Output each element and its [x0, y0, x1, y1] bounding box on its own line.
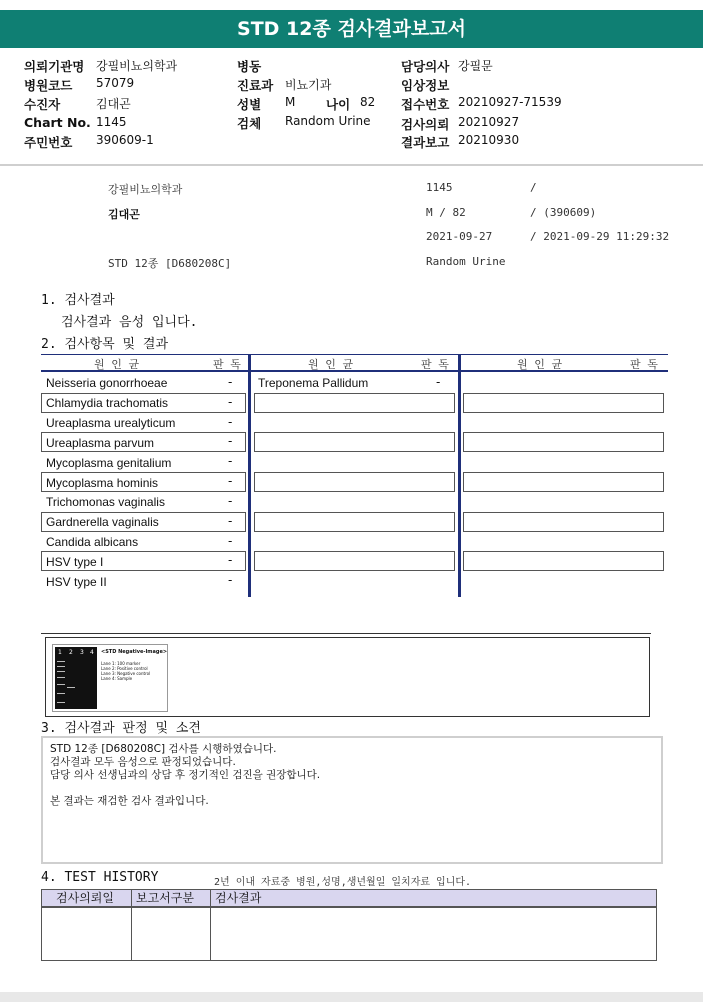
findings-line	[50, 782, 654, 795]
lane-label: 4	[90, 649, 94, 656]
history-col-result: 검사결과	[210, 889, 657, 907]
clinical-label: 임상정보	[401, 78, 450, 93]
pathogen-name: Trichomonas vaginalis	[46, 495, 165, 509]
gel-band	[57, 671, 65, 672]
findings-line: 담당 의사 선생님과의 상담 후 정기적인 검진을 권장합니다.	[50, 769, 321, 781]
gel-legend-item: Lane 4: Sample	[101, 676, 133, 681]
section2-heading: 2. 검사항목 및 결과	[41, 337, 169, 352]
gel-legend-item: Lane 1: 100 marker	[101, 661, 141, 666]
summary-patient: 김대곤	[108, 208, 140, 221]
ward-label: 병동	[237, 59, 262, 74]
request-value: 20210927	[458, 115, 520, 129]
patient-value: 김대곤	[96, 97, 131, 111]
col2-result-head: 판 독	[421, 358, 449, 371]
section1-text: 검사결과 음성 입니다.	[61, 315, 198, 330]
history-col-type: 보고서구분	[131, 889, 211, 907]
rrn-value: 390609-1	[96, 133, 154, 147]
pathogen-result: -	[228, 415, 233, 429]
findings-box	[41, 736, 663, 864]
summary-request: 2021-09-27	[426, 230, 493, 243]
pathogen-name: Gardnerella vaginalis	[46, 515, 159, 529]
section3-heading: 3. 검사결과 판정 및 소견	[41, 721, 201, 736]
pathogen-result: -	[228, 494, 233, 508]
pathogen-name: Treponema Pallidum	[258, 376, 369, 390]
lane-label: 1	[58, 649, 62, 656]
section4-heading: 4. TEST HISTORY	[41, 870, 159, 885]
pathogen-result: -	[228, 573, 233, 587]
history-cell	[41, 907, 132, 961]
gel-band	[57, 661, 65, 662]
row-box	[463, 551, 664, 571]
gel-rule	[41, 633, 651, 634]
report-label: 결과보고	[401, 135, 450, 150]
department-value: 비뇨기과	[285, 78, 332, 92]
pathogen-result: -	[228, 474, 233, 488]
summary-sex-age: M / 82	[426, 206, 466, 219]
summary-clinic: 강필비뇨의학과	[108, 183, 183, 196]
age-label: 나이	[326, 97, 351, 112]
gel-band	[57, 677, 65, 678]
pathogen-name: Ureaplasma parvum	[46, 436, 155, 450]
section1-heading: 1. 검사결과	[41, 293, 115, 308]
pathogen-result: -	[228, 434, 233, 448]
gel-band	[67, 687, 75, 688]
pathogen-result: -	[228, 514, 233, 528]
pathogen-name: HSV type II	[46, 575, 107, 589]
gel-legend-item: Lane 2: Positive control	[101, 666, 148, 671]
patient-label: 수진자	[24, 97, 61, 112]
gel-photo	[55, 647, 97, 709]
findings-line: STD 12종 [D680208C] 검사를 시행하였습니다.	[50, 743, 277, 755]
pathogen-result: -	[228, 375, 233, 389]
request-label: 검사의뢰	[401, 117, 450, 132]
pathogen-name: Mycoplasma hominis	[46, 476, 159, 490]
findings-line: 검사결과 모두 음성으로 판정되었습니다.	[50, 756, 236, 768]
history-col-request: 검사의뢰일	[41, 889, 132, 907]
specimen-value: Random Urine	[285, 114, 371, 128]
pathogen-name: Mycoplasma genitalium	[46, 456, 172, 470]
col3-pathogen-head: 원 인 균	[517, 358, 563, 371]
header-divider	[0, 164, 703, 166]
col1-pathogen-head: 원 인 균	[94, 358, 140, 371]
department-label: 진료과	[237, 78, 274, 93]
lane-label: 2	[69, 649, 73, 656]
row-box	[254, 472, 455, 492]
row-box	[254, 432, 455, 452]
gel-legend-item: Lane 3: Negative control	[101, 671, 151, 676]
row-box	[254, 393, 455, 413]
chart-label: Chart No.	[24, 115, 91, 130]
pathogen-name: Candida albicans	[46, 535, 139, 549]
row-box	[463, 393, 664, 413]
row-box	[254, 551, 455, 571]
pathogen-name: Neisseria gonorrhoeae	[46, 376, 168, 390]
report-value: 20210930	[458, 133, 520, 147]
history-cell	[131, 907, 211, 961]
col2-pathogen-head: 원 인 균	[308, 358, 354, 371]
report-title: STD 12종 검사결과보고서	[0, 10, 703, 48]
pathogen-result: -	[228, 395, 233, 409]
chart-value: 1145	[96, 115, 127, 129]
institution-value: 강필비뇨의학과	[96, 59, 178, 73]
hospital-code-label: 병원코드	[24, 78, 73, 93]
summary-slash: /	[530, 181, 537, 194]
accession-label: 접수번호	[401, 97, 450, 112]
table-divider-1	[248, 354, 251, 597]
findings-line: 본 결과는 재검한 검사 결과입니다.	[50, 795, 209, 807]
institution-label: 의뢰기관명	[24, 59, 85, 74]
doctor-value: 강필문	[458, 59, 493, 73]
row-box	[463, 472, 664, 492]
rrn-label: 주민번호	[24, 135, 73, 150]
history-note: 2년 이내 자료중 병원,성명,생년월일 일치자료 입니다.	[214, 877, 472, 888]
row-box	[463, 432, 664, 452]
summary-chart: 1145	[426, 181, 453, 194]
row-box	[463, 512, 664, 532]
sex-value: M	[285, 95, 296, 109]
pathogen-result: -	[228, 534, 233, 548]
summary-specimen: Random Urine	[426, 255, 506, 268]
gel-band	[57, 684, 65, 685]
pathogen-result: -	[228, 454, 233, 468]
row-box	[254, 512, 455, 532]
col3-result-head: 판 독	[630, 358, 658, 371]
col1-result-head: 판 독	[213, 358, 241, 371]
specimen-label: 검체	[237, 116, 262, 131]
pathogen-result: -	[228, 553, 233, 567]
hospital-code-value: 57079	[96, 76, 135, 90]
pathogen-name: Chlamydia trachomatis	[46, 396, 169, 410]
summary-birth: / (390609)	[530, 206, 597, 219]
lane-label: 3	[80, 649, 84, 656]
sex-label: 성별	[237, 97, 262, 112]
gel-band	[57, 666, 65, 667]
accession-value: 20210927-71539	[458, 95, 562, 109]
pathogen-result: -	[436, 375, 441, 389]
pathogen-name: HSV type I	[46, 555, 104, 569]
history-cell	[210, 907, 657, 961]
pathogen-name: Ureaplasma urealyticum	[46, 416, 176, 430]
table-top-rule	[41, 354, 668, 355]
summary-report: / 2021-09-29 11:29:32	[530, 230, 670, 243]
age-value: 82	[360, 95, 376, 109]
gel-band	[57, 702, 65, 703]
summary-test: STD 12종 [D680208C]	[108, 257, 232, 270]
table-divider-2	[458, 354, 461, 597]
doctor-label: 담당의사	[401, 59, 450, 74]
gel-image	[52, 644, 168, 712]
page-footer	[0, 992, 703, 1002]
gel-title: <STD Negative-Image>	[101, 649, 168, 655]
gel-band	[57, 693, 65, 694]
